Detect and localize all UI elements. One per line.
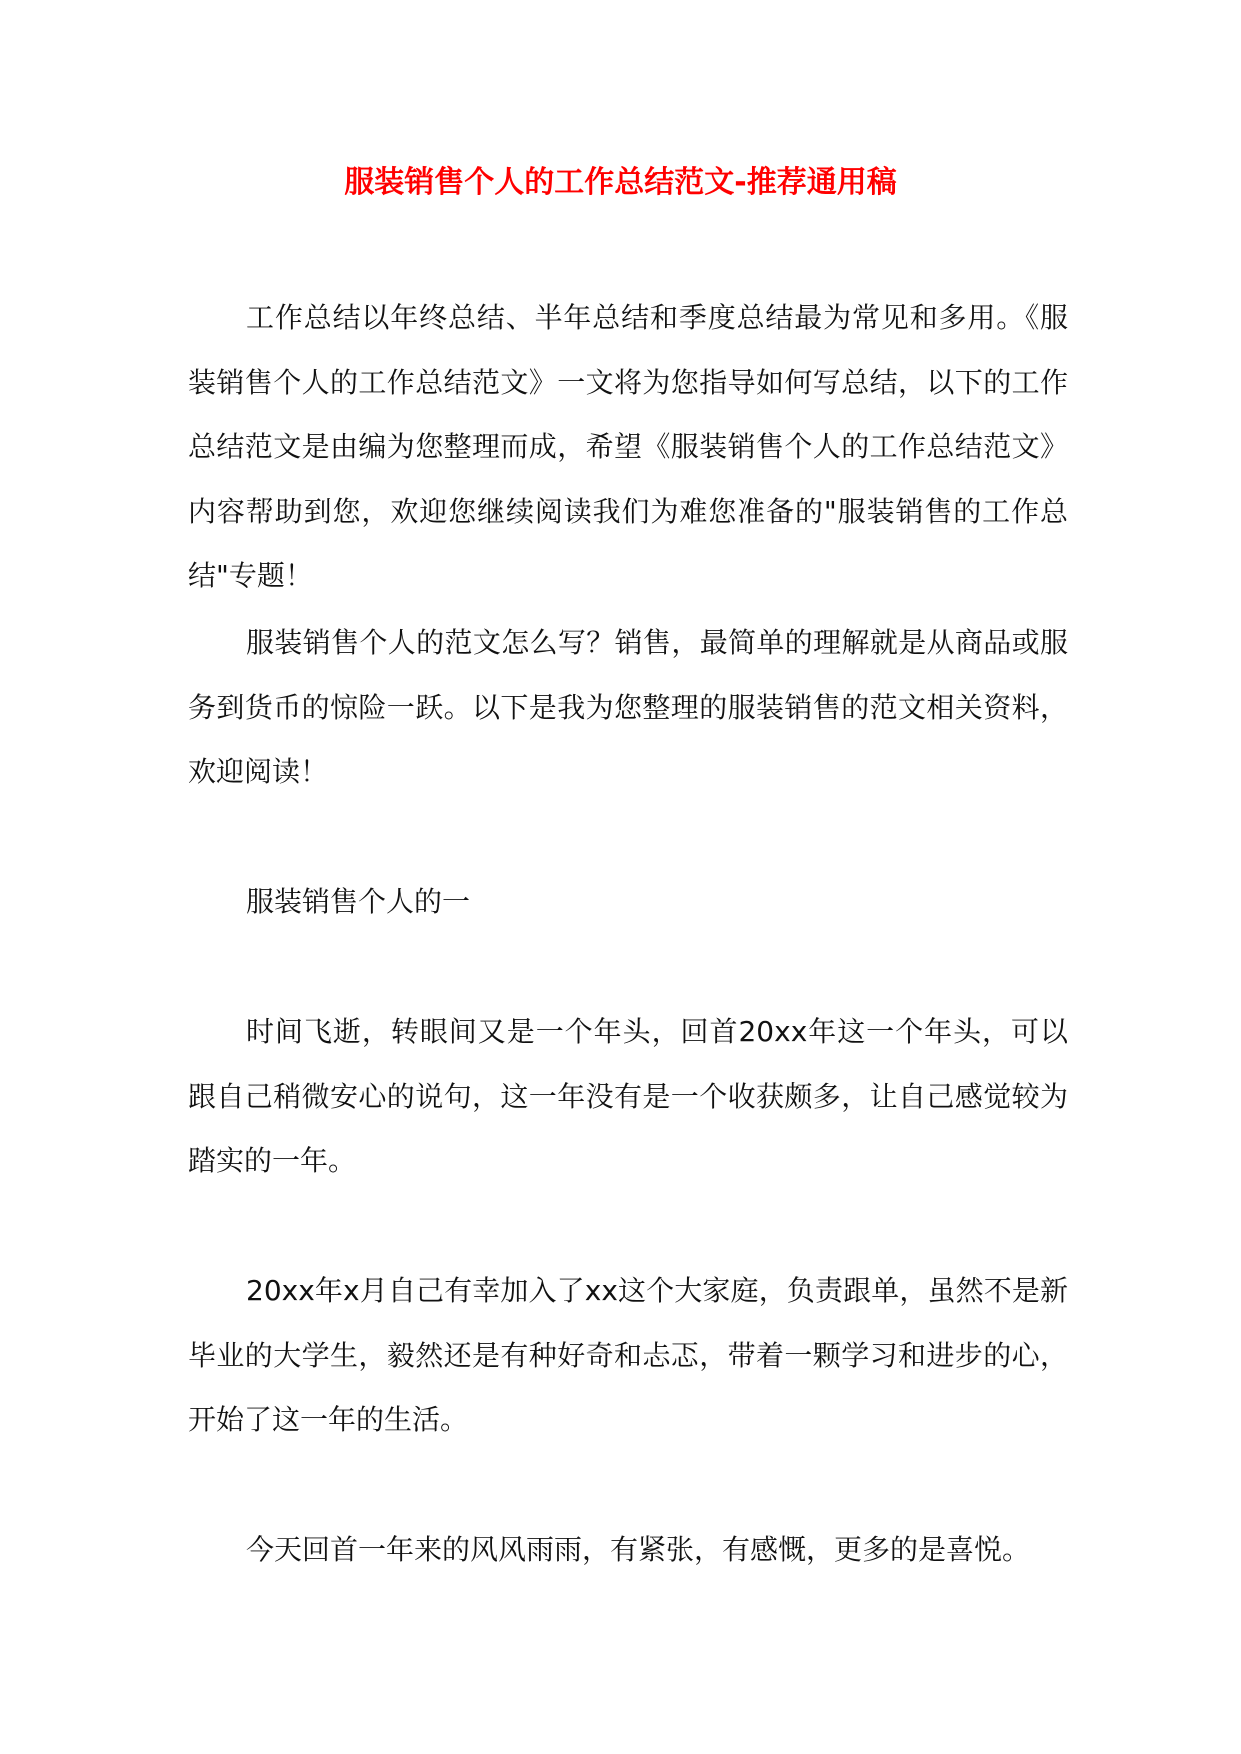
paragraph-how-to-write: 服装销售个人的范文怎么写？销售，最简单的理解就是从商品或服务到货币的惊险一跃。以下是我为您整理的服装销售的范文相关资料，欢迎阅读！: [188, 626, 1068, 788]
paragraph-intro: 工作总结以年终总结、半年总结和季度总结最为常见和多用。《服装销售个人的工作总结范文》一文将为您指导如何写总结，以下的工作总结范文是由编为您整理而成，希望《服装销售个人的工作总结范文》内容帮助到您，欢迎您继续阅读我们为难您准备的"服装销售的工作总结"专题！: [188, 301, 1068, 592]
paragraph-joined-company: 20xx年x月自己有幸加入了xx这个大家庭，负责跟单，虽然不是新毕业的大学生，毅然还是有种好奇和忐忑，带着一颗学习和进步的心，开始了这一年的生活。: [188, 1274, 1068, 1436]
paragraph-looking-back: 今天回首一年来的风风雨雨，有紧张，有感慨，更多的是喜悦。: [246, 1533, 1031, 1566]
section-heading: 服装销售个人的一: [246, 885, 471, 918]
document-title: 服装销售个人的工作总结范文-推荐通用稿: [344, 165, 897, 200]
paragraph-time-flies: 时间飞逝，转眼间又是一个年头，回首20xx年这一个年头，可以跟自己稍微安心的说句，这一年没有是一个收获颇多，让自己感觉较为踏实的一年。: [188, 1015, 1068, 1177]
